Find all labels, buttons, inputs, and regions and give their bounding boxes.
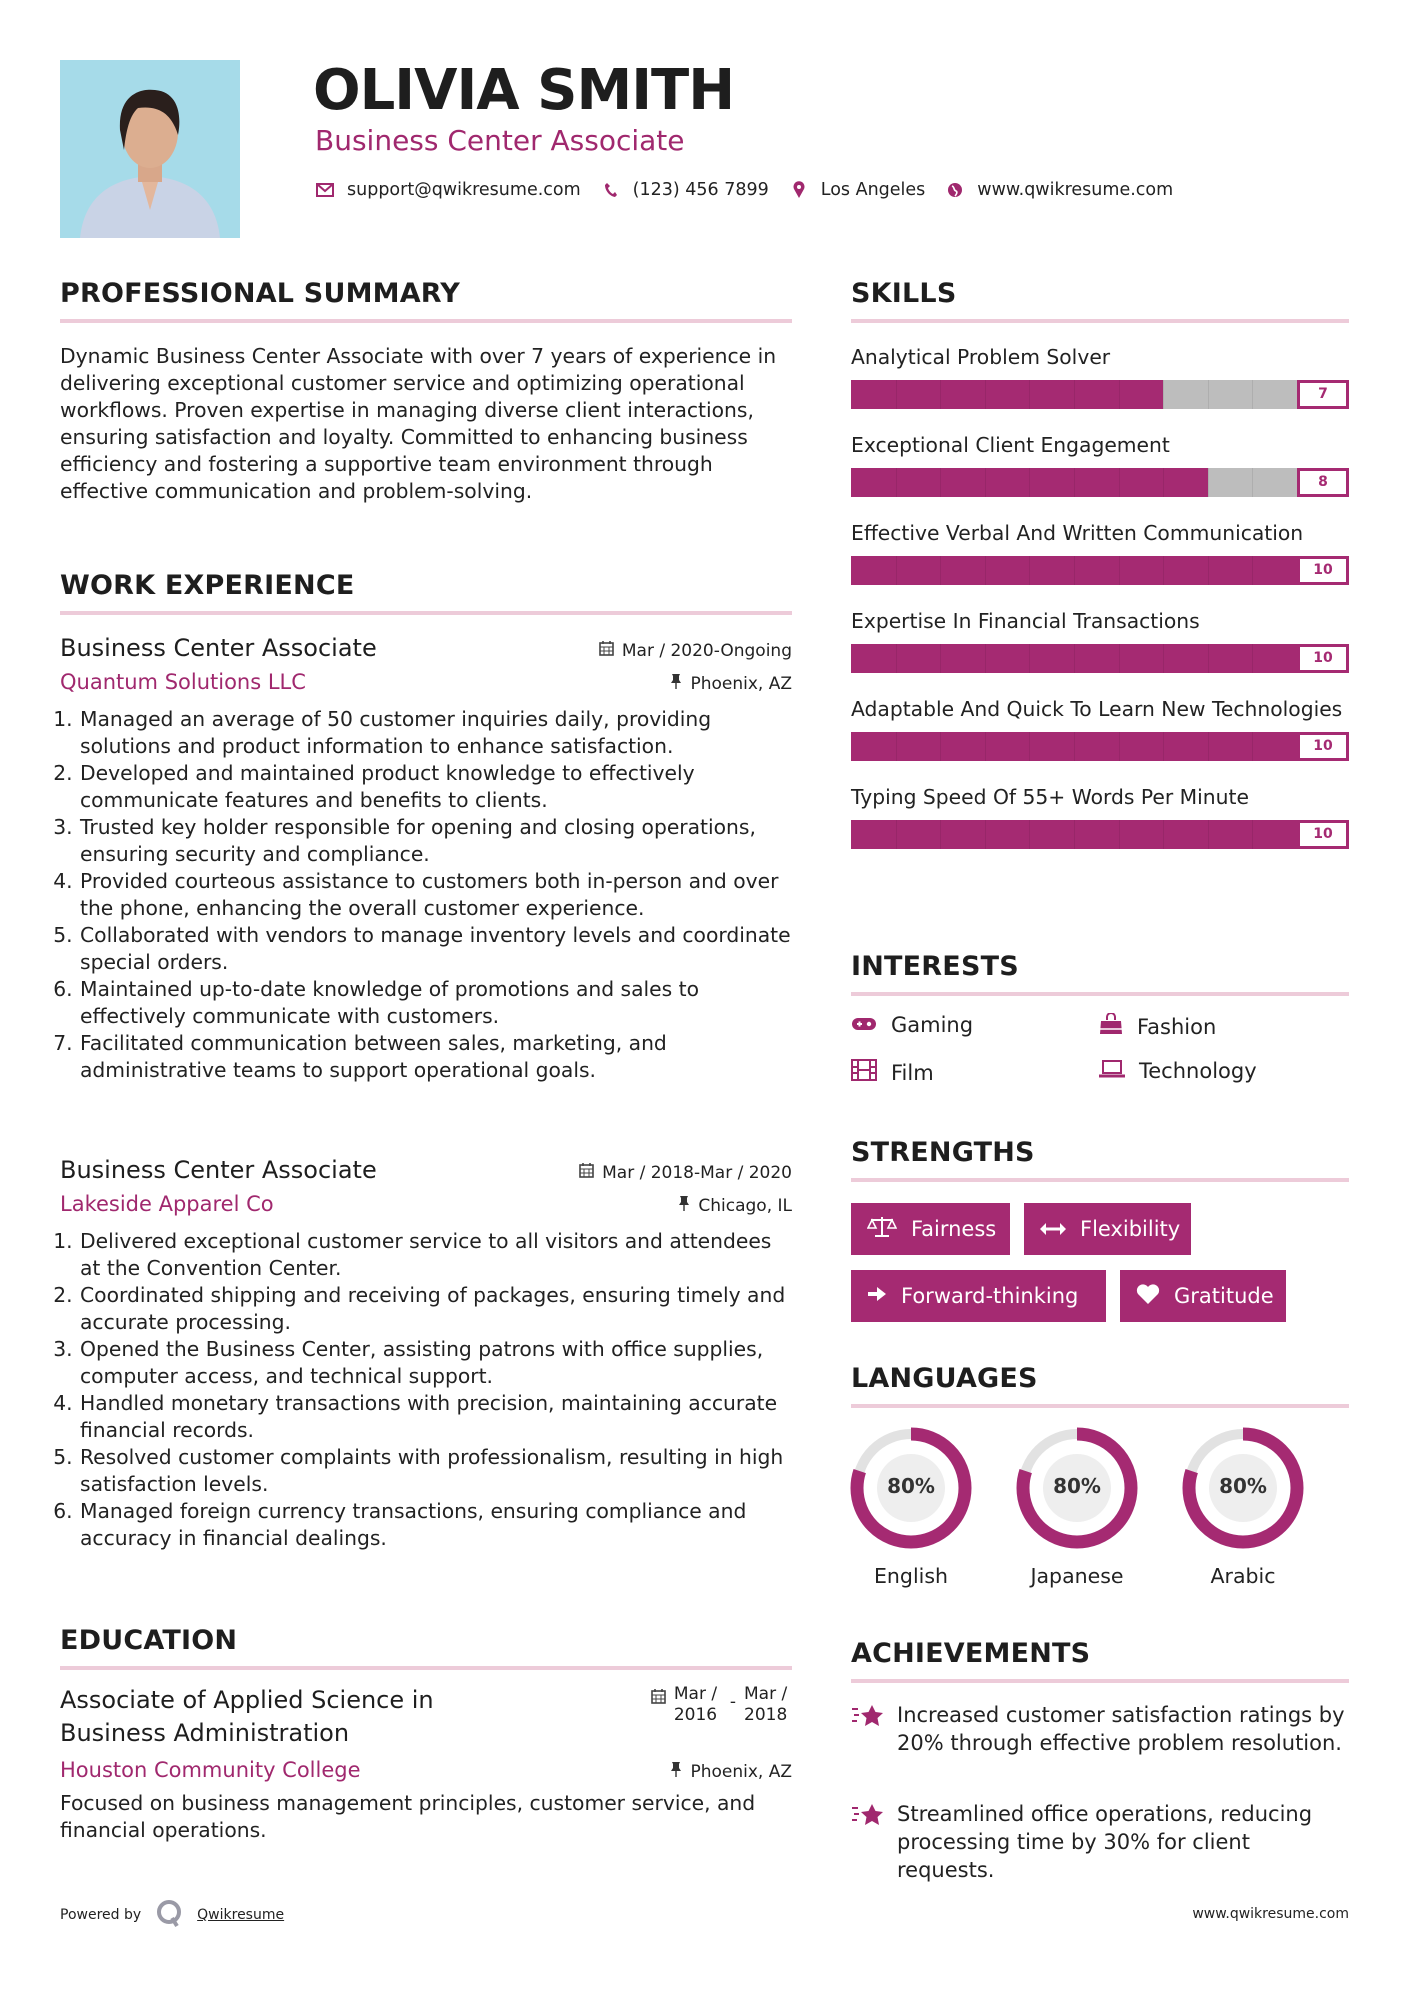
qwikresume-logo-icon	[155, 1898, 183, 1932]
language-percent: 80%	[1053, 1474, 1101, 1498]
skill-bar-segment	[896, 380, 897, 409]
job-location	[670, 673, 792, 694]
strengths-section	[851, 1137, 1349, 1182]
skill-bar-segment	[1029, 644, 1030, 673]
skill-name: Analytical Problem Solver	[851, 345, 1111, 369]
skill-bar-segment	[985, 556, 986, 585]
company-name: Quantum Solutions LLC	[60, 670, 306, 694]
education-description: Focused on business management principles, customer service, and financial operations.	[60, 1791, 756, 1842]
skill-bar-segment	[1163, 556, 1164, 585]
section-heading: WORK EXPERIENCE	[60, 570, 792, 615]
skill-bar	[851, 732, 1349, 761]
skill-bar-segment	[1074, 820, 1075, 849]
skill-bar-segment	[1163, 820, 1164, 849]
interest-gaming	[851, 1013, 973, 1037]
skill-bar-segment	[1208, 820, 1209, 849]
skill-bar	[851, 644, 1349, 673]
job-bullet: 3. Opened the Business Center, assisting patrons with office supplies, computer access, and technical support.	[79, 1336, 792, 1390]
school-location: Phoenix, AZ	[690, 1761, 792, 1782]
achievement-item	[851, 1800, 1351, 1884]
star-icon	[851, 1703, 885, 1757]
skill-bar	[851, 380, 1349, 409]
interest-label: Film	[891, 1060, 934, 1085]
job-bullet: 2. Developed and maintained product knowledge to effectively communicate features and benefits to clients.	[79, 760, 792, 814]
skill-bar-segment	[1252, 468, 1253, 497]
skill-bar-segment	[1252, 820, 1253, 849]
skill-bar-segment	[1029, 556, 1030, 585]
strength-tag-fairness	[851, 1203, 1010, 1255]
job-bullets	[60, 706, 792, 1084]
thumbtack-icon	[678, 1195, 690, 1216]
section-heading: LANGUAGES	[851, 1363, 1349, 1408]
skill-bar-segment	[1119, 556, 1120, 585]
arrow-right-icon	[867, 1284, 887, 1309]
powered-by-label: Powered by	[60, 1907, 142, 1923]
interest-label: Fashion	[1137, 1014, 1217, 1039]
skill-bar-segment	[896, 820, 897, 849]
thumbtack-icon	[670, 1761, 682, 1782]
job-entry	[60, 1156, 792, 1552]
skill-bar-segment	[1119, 644, 1120, 673]
skill-bar-segment	[896, 644, 897, 673]
achievement-item	[851, 1701, 1351, 1757]
achievement-text: Streamlined office operations, reducing processing time by 30% for client requests.	[897, 1802, 1313, 1882]
job-bullet: 1. Delivered exceptional customer service to all visitors and attendees at the Convention Center.	[79, 1228, 792, 1282]
job-title: Business Center Associate	[60, 1156, 377, 1184]
degree-title: Associate of Applied Science in Business Administration	[60, 1686, 434, 1747]
skill-bar-segment	[940, 380, 941, 409]
interest-technology	[1099, 1059, 1257, 1083]
skill-bar	[851, 820, 1349, 849]
skill-bar-segment	[985, 468, 986, 497]
skill-bar	[851, 556, 1349, 585]
footer-website[interactable]: www.qwikresume.com	[1192, 1906, 1349, 1922]
balance-scale-icon	[867, 1215, 897, 1244]
education-start-date: Mar / 2016	[673, 1684, 718, 1725]
achievement-text: Increased customer satisfaction ratings by 20% through effective problem resolution.	[897, 1703, 1345, 1755]
candidate-name: OLIVIA SMITH	[313, 58, 735, 123]
education-end-date: Mar / 2018	[744, 1684, 788, 1725]
job-bullet: 3. Trusted key holder responsible for opening and closing operations, ensuring security and compliance.	[79, 814, 792, 868]
school-name: Houston Community College	[60, 1758, 361, 1782]
section-heading: EDUCATION	[60, 1625, 792, 1670]
calendar-icon	[579, 1162, 594, 1183]
contact-email[interactable]: support@qwikresume.com	[347, 180, 581, 200]
section-heading: STRENGTHS	[851, 1137, 1349, 1182]
strength-tag-forward-thinking	[851, 1270, 1106, 1322]
job-bullet: 4. Provided courteous assistance to customers both in-person and over the phone, enhancing the overall customer experience.	[79, 868, 792, 922]
job-date-range: Mar / 2018-Mar / 2020	[602, 1162, 792, 1183]
skill-bar	[851, 468, 1349, 497]
location-text: Phoenix, AZ	[690, 673, 792, 694]
location-text: Chicago, IL	[698, 1195, 792, 1216]
skill-bar-segment	[1074, 468, 1075, 497]
date-separator: -	[729, 1692, 736, 1712]
skill-bar-segment	[985, 380, 986, 409]
section-heading: ACHIEVEMENTS	[851, 1638, 1349, 1683]
strength-tag-gratitude	[1120, 1270, 1286, 1322]
globe-icon	[945, 180, 965, 200]
skill-bar-fill	[851, 380, 1163, 409]
skill-bar-segment	[1252, 732, 1253, 761]
skill-bar-segment	[1163, 732, 1164, 761]
skill-bar-segment	[1029, 820, 1030, 849]
skill-bar-segment	[1208, 556, 1209, 585]
skill-bar-segment	[1119, 820, 1120, 849]
arrows-horizontal-icon	[1040, 1217, 1066, 1241]
thumbtack-icon	[670, 673, 682, 694]
skill-bar-segment	[985, 820, 986, 849]
language-percent: 80%	[1219, 1474, 1267, 1498]
skill-bar-segment	[1252, 644, 1253, 673]
calendar-icon	[651, 1688, 666, 1710]
skill-bar-segment	[896, 556, 897, 585]
skill-bar-segment	[1208, 732, 1209, 761]
skill-bar-segment	[940, 732, 941, 761]
section-heading: PROFESSIONAL SUMMARY	[60, 278, 792, 323]
skill-bar-segment	[1252, 556, 1253, 585]
footer-powered-by	[60, 1898, 284, 1932]
work-experience-section	[60, 570, 792, 615]
skill-bar-segment	[1119, 380, 1120, 409]
interest-label: Technology	[1139, 1059, 1257, 1083]
interests-section	[851, 951, 1349, 996]
gamepad-icon	[851, 1013, 877, 1037]
skill-bar-segment	[940, 556, 941, 585]
interest-film	[851, 1059, 934, 1086]
skill-bar-segment	[940, 644, 941, 673]
job-bullet: 6. Managed foreign currency transactions, ensuring compliance and accuracy in financial dealings.	[79, 1498, 792, 1552]
language-item	[1007, 1426, 1147, 1588]
interest-label: Gaming	[891, 1013, 974, 1037]
skill-level-badge: 7	[1297, 380, 1349, 409]
achievements-section	[851, 1638, 1349, 1683]
contact-location: Los Angeles	[820, 180, 926, 200]
strength-tag-flexibility	[1024, 1203, 1191, 1255]
skill-level-badge: 10	[1297, 820, 1349, 849]
skill-bar-segment	[1163, 380, 1164, 409]
skill-bar-segment	[1029, 468, 1030, 497]
job-dates	[579, 1162, 792, 1183]
skill-bar-segment	[1208, 468, 1209, 497]
laptop-icon	[1099, 1059, 1125, 1083]
job-bullet: 5. Collaborated with vendors to manage inventory levels and coordinate special orders.	[79, 922, 792, 976]
shopping-bag-icon	[1099, 1013, 1123, 1040]
skill-name: Adaptable And Quick To Learn New Technologies	[851, 697, 1343, 721]
language-name: English	[873, 1564, 949, 1588]
skill-bar-segment	[985, 732, 986, 761]
strength-label: Fairness	[911, 1217, 997, 1241]
skill-level-badge: 10	[1297, 644, 1349, 673]
strength-label: Forward-thinking	[901, 1284, 1079, 1308]
skill-name: Typing Speed Of 55+ Words Per Minute	[851, 785, 1249, 809]
skill-bar-segment	[1252, 380, 1253, 409]
skill-bar-segment	[1119, 732, 1120, 761]
skill-bar-segment	[1074, 732, 1075, 761]
language-item	[1173, 1426, 1313, 1588]
skill-level-badge: 10	[1297, 732, 1349, 761]
skill-bar-segment	[1208, 644, 1209, 673]
language-item	[841, 1426, 981, 1588]
skill-name: Exceptional Client Engagement	[851, 433, 1170, 457]
job-date-range: Mar / 2020-Ongoing	[621, 640, 792, 661]
heart-icon	[1136, 1283, 1160, 1310]
contact-website[interactable]: www.qwikresume.com	[977, 180, 1174, 200]
languages-section	[851, 1363, 1349, 1408]
interest-fashion	[1099, 1013, 1216, 1040]
skill-bar-segment	[1074, 380, 1075, 409]
job-bullet: 6. Maintained up-to-date knowledge of promotions and sales to effectively communicate with customers.	[79, 976, 792, 1030]
skill-bar-segment	[985, 644, 986, 673]
job-entry	[60, 634, 792, 1084]
education-section	[60, 1625, 792, 1844]
skill-bar-segment	[896, 732, 897, 761]
strength-label: Gratitude	[1174, 1284, 1274, 1308]
skills-section	[851, 278, 1349, 871]
qwikresume-link[interactable]: Qwikresume	[197, 1907, 285, 1923]
skill-bar-segment	[1029, 380, 1030, 409]
language-name: Japanese	[1030, 1564, 1124, 1588]
language-name: Arabic	[1210, 1564, 1276, 1588]
job-bullet: 4. Handled monetary transactions with precision, maintaining accurate financial records.	[79, 1390, 792, 1444]
job-bullet: 7. Facilitated communication between sales, marketing, and administrative teams to support operational goals.	[79, 1030, 792, 1084]
summary-section	[60, 278, 792, 505]
section-heading: SKILLS	[851, 278, 1349, 323]
map-marker-icon	[789, 180, 809, 200]
skill-bar-segment	[940, 468, 941, 497]
star-icon	[851, 1802, 885, 1884]
phone-icon	[601, 180, 621, 200]
job-location	[678, 1195, 792, 1216]
job-title: Business Center Associate	[60, 634, 377, 662]
film-icon	[851, 1059, 877, 1086]
contact-phone: (123) 456 7899	[632, 180, 769, 200]
section-heading: INTERESTS	[851, 951, 1349, 996]
job-bullet: 5. Resolved customer complaints with professionalism, resulting in high satisfaction levels.	[79, 1444, 792, 1498]
education-dates	[651, 1684, 792, 1726]
skill-level-badge: 8	[1297, 468, 1349, 497]
skill-bar-segment	[940, 820, 941, 849]
summary-text: Dynamic Business Center Associate with over 7 years of experience in delivering exceptional customer service and optimizing operational workflows. Proven expertise in managing diverse client interactions, ensuring satisfaction and loyalty. Committed to enhancing business efficiency and fostering a supportive team environment through effective communication and problem-solving.	[60, 344, 777, 503]
skill-bar-segment	[1074, 556, 1075, 585]
job-bullet: 2. Coordinated shipping and receiving of packages, ensuring timely and accurate processing.	[79, 1282, 792, 1336]
skill-level-badge: 10	[1297, 556, 1349, 585]
skill-bar-segment	[1029, 732, 1030, 761]
skill-bar-segment	[1208, 380, 1209, 409]
skill-bar-segment	[1163, 644, 1164, 673]
skill-bar-segment	[896, 468, 897, 497]
profile-photo	[60, 60, 240, 238]
calendar-icon	[599, 640, 614, 661]
strength-label: Flexibility	[1080, 1217, 1181, 1241]
company-name: Lakeside Apparel Co	[60, 1192, 274, 1216]
skill-name: Effective Verbal And Written Communication	[851, 521, 1304, 545]
skill-name: Expertise In Financial Transactions	[851, 609, 1200, 633]
candidate-title: Business Center Associate	[315, 124, 685, 157]
language-percent: 80%	[887, 1474, 935, 1498]
skill-bar-segment	[1163, 468, 1164, 497]
skills-list	[851, 343, 1349, 849]
job-bullet: 1. Managed an average of 50 customer inquiries daily, providing solutions and product information to enhance satisfaction.	[79, 706, 792, 760]
contact-bar	[315, 180, 1193, 200]
envelope-icon	[315, 180, 335, 200]
skill-bar-segment	[1074, 644, 1075, 673]
job-bullets	[60, 1228, 792, 1552]
skill-bar-segment	[1119, 468, 1120, 497]
job-dates	[599, 640, 792, 661]
